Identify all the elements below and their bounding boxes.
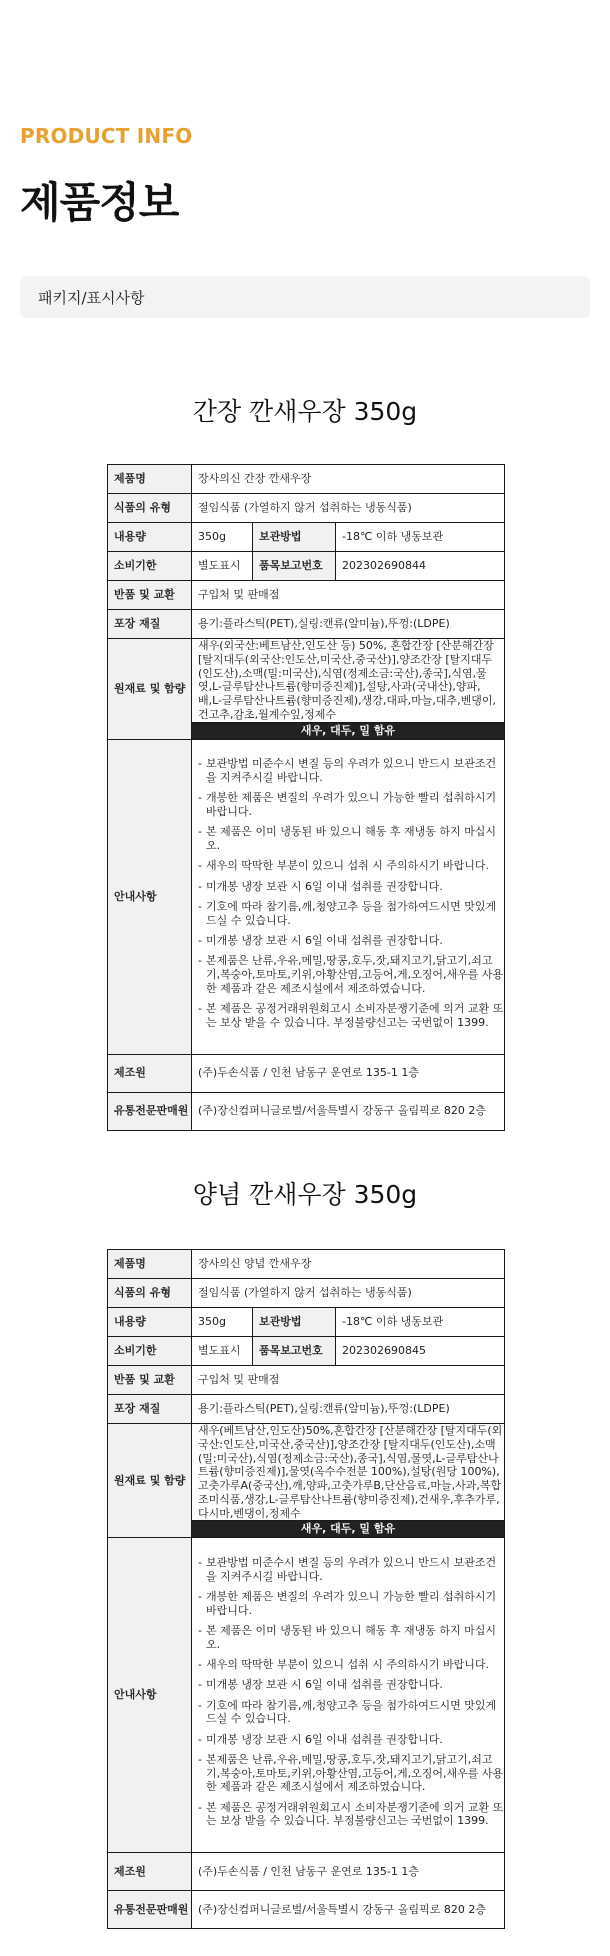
- label-name: 제품명: [108, 465, 192, 494]
- notice-item: - 개봉한 제품은 변질의 우려가 있으니 가능한 빨리 섭취하시기 바랍니다.: [198, 791, 504, 819]
- row-packaging: [108, 1395, 505, 1424]
- notice-item: - 미개봉 냉장 보관 시 6일 이내 섭취를 권장합니다.: [198, 934, 504, 948]
- notice-item: - 새우의 딱딱한 부분이 있으니 섭취 시 주의하시기 바랍니다.: [198, 1658, 504, 1672]
- label-expiry: 소비기한: [108, 1337, 192, 1366]
- notice-item: - 본 제품은 공정거래위원회고시 소비자분쟁기준에 의거 교환 또는 보상 받을 수 있습니다. 부정불량신고는 국번없이 1399.: [198, 1801, 504, 1829]
- value-returns: 구입처 및 판매점: [192, 581, 505, 610]
- row-distributor: [108, 1891, 505, 1929]
- row-manufacturer: [108, 1853, 505, 1891]
- label-report-no: 품목보고번호: [253, 552, 336, 581]
- notice-item: - 기호에 따라 참기름,깨,청양고추 등을 첨가하여드시면 맛있게 드실 수 있습니다.: [198, 900, 504, 928]
- value-name: 장사의신 간장 깐새우장: [192, 465, 505, 494]
- row-name: [108, 1250, 505, 1279]
- value-type: 절임식품 (가열하지 않거 섭취하는 냉동식품): [192, 1279, 505, 1308]
- notice-list: [192, 739, 505, 1054]
- label-expiry: 소비기한: [108, 552, 192, 581]
- label-distributor: 유통전문판매원: [108, 1891, 192, 1929]
- notice-item: - 본제품은 난류,우유,메밀,땅콩,호두,잣,돼지고기,닭고기,쇠고기,복숭아,토마토,키위,아황산염,고등어,게,오징어,새우를 사용한 제품과 같은 제조시설에서 제조하였습니다.: [198, 1753, 504, 1794]
- notice-item: - 기호에 따라 참기름,깨,청양고추 등을 첨가하여드시면 맛있게 드실 수 있습니다.: [198, 1699, 504, 1727]
- label-report-no: 품목보고번호: [253, 1337, 336, 1366]
- row-returns: [108, 1366, 505, 1395]
- notice-item: - 본 제품은 이미 냉동된 바 있으니 해동 후 재냉동 하지 마십시오.: [198, 1624, 504, 1652]
- label-returns: 반품 및 교환: [108, 581, 192, 610]
- row-ingredients: [108, 639, 505, 723]
- row-volume: [108, 1308, 505, 1337]
- notice-item: - 개봉한 제품은 변질의 우려가 있으니 가능한 빨리 섭취하시기 바랍니다.: [198, 1590, 504, 1618]
- row-notice: [108, 739, 505, 1054]
- row-packaging: [108, 610, 505, 639]
- value-expiry: 별도표시: [192, 552, 253, 581]
- label-manufacturer: 제조원: [108, 1853, 192, 1891]
- value-ingredients: 새우(외국산:베트남산,인도산 등) 50%, 혼합간장 [산분해간장 [탈지대두(외국산:인도산,미국산,중국산)],양조간장 [탈지대두(인도산),소맥(밀:미국산),식염(정제소금:국산),종국],식염,물엿,L-글루탐산나트륨(향미증진제)],설탕,사과(국내산),양파,배,L-글루탐산나트륨(향미증진제),생강,대파,마늘,대추,벤댕이,건고추,감초,월계수잎,정제수: [192, 639, 505, 723]
- value-name: 장사의신 양념 깐새우장: [192, 1250, 505, 1279]
- spec-table: [107, 1249, 505, 1929]
- label-returns: 반품 및 교환: [108, 1366, 192, 1395]
- label-notice: 안내사항: [108, 1538, 192, 1853]
- label-packaging: 포장 재질: [108, 610, 192, 639]
- page-title: 제품정보: [20, 178, 179, 227]
- label-volume: 내용량: [108, 1308, 192, 1337]
- row-returns: [108, 581, 505, 610]
- row-name: [108, 465, 505, 494]
- notice-item: - 보관방법 미준수시 변질 등의 우려가 있으니 반드시 보관조건을 지켜주시길 바랍니다.: [198, 757, 504, 785]
- allergen-banner: 새우, 대두, 밀 함유: [192, 722, 505, 739]
- value-distributor: (주)장신컴퍼니글로벌/서울특별시 강동구 올림픽로 820 2층: [192, 1092, 505, 1130]
- label-storage: 보관방법: [253, 523, 336, 552]
- notice-item: - 미개봉 냉장 보관 시 6일 이내 섭취를 권장합니다.: [198, 1733, 504, 1747]
- label-notice: 안내사항: [108, 739, 192, 1054]
- row-type: [108, 1279, 505, 1308]
- row-notice: [108, 1538, 505, 1853]
- row-ingredients: [108, 1424, 505, 1521]
- row-expiry: [108, 1337, 505, 1366]
- value-storage: -18℃ 이하 냉동보관: [336, 523, 505, 552]
- label-volume: 내용량: [108, 523, 192, 552]
- row-expiry: [108, 552, 505, 581]
- notice-list: [192, 1538, 505, 1853]
- label-type: 식품의 유형: [108, 494, 192, 523]
- label-type: 식품의 유형: [108, 1279, 192, 1308]
- label-ingredients: 원재료 및 함량: [108, 1424, 192, 1538]
- notice-item: - 본 제품은 이미 냉동된 바 있으니 해동 후 재냉동 하지 마십시오.: [198, 825, 504, 853]
- spec-table: [107, 464, 505, 1131]
- value-storage: -18℃ 이하 냉동보관: [336, 1308, 505, 1337]
- value-manufacturer: (주)두손식품 / 인천 남동구 운연로 135-1 1층: [192, 1853, 505, 1891]
- allergen-banner: 새우, 대두, 밀 함유: [192, 1521, 505, 1538]
- value-expiry: 별도표시: [192, 1337, 253, 1366]
- label-storage: 보관방법: [253, 1308, 336, 1337]
- label-distributor: 유통전문판매원: [108, 1092, 192, 1130]
- value-type: 절임식품 (가열하지 않거 섭취하는 냉동식품): [192, 494, 505, 523]
- notice-item: - 미개봉 냉장 보관 시 6일 이내 섭취를 권장합니다.: [198, 1678, 504, 1692]
- value-returns: 구입처 및 판매점: [192, 1366, 505, 1395]
- notice-item: - 본 제품은 공정거래위원회고시 소비자분쟁기준에 의거 교환 또는 보상 받을 수 있습니다. 부정불량신고는 국번없이 1399.: [198, 1002, 504, 1030]
- row-volume: [108, 523, 505, 552]
- row-distributor: [108, 1092, 505, 1130]
- notice-item: - 새우의 딱딱한 부분이 있으니 섭취 시 주의하시기 바랍니다.: [198, 859, 504, 873]
- notice-item: - 본제품은 난류,우유,메밀,땅콩,호두,잣,돼지고기,닭고기,쇠고기,복숭아,토마토,키위,아황산염,고등어,게,오징어,새우를 사용한 제품과 같은 제조시설에서 제조하였습니다.: [198, 954, 504, 995]
- product-title: 간장 깐새우장 350g: [192, 397, 418, 426]
- value-volume: 350g: [192, 1308, 253, 1337]
- product-title: 양념 깐새우장 350g: [192, 1180, 418, 1209]
- label-packaging: 포장 재질: [108, 1395, 192, 1424]
- row-manufacturer: [108, 1054, 505, 1092]
- value-manufacturer: (주)두손식품 / 인천 남동구 운연로 135-1 1층: [192, 1054, 505, 1092]
- value-report-no: 202302690844: [336, 552, 505, 581]
- label-manufacturer: 제조원: [108, 1054, 192, 1092]
- value-distributor: (주)장신컴퍼니글로벌/서울특별시 강동구 올림픽로 820 2층: [192, 1891, 505, 1929]
- value-ingredients: 새우(베트남산,인도산)50%,혼합간장 [산분해간장 [탈지대두(외국산:인도산,미국산,중국산)],양조간장 [탈지대두(인도산),소맥(밀:미국산),식염(정제소금:국산),종국],식염,물엿,L-글루탐산나트륨(향미증진제)],물엿(옥수수전분 100%),설탕(원당 100%),고춧가루A(중국산),깨,양파,고춧가루B,단산음료,마늘,사과,복합조미식품,생강,L-글루탐산나트륨(향미증진제),건새우,후추가루,다시마,벤댕이,정제수: [192, 1424, 505, 1521]
- row-type: [108, 494, 505, 523]
- notice-item: - 보관방법 미준수시 변질 등의 우려가 있으니 반드시 보관조건을 지켜주시길 바랍니다.: [198, 1556, 504, 1584]
- section-bar-label: 패키지/표시사항: [38, 289, 145, 307]
- value-volume: 350g: [192, 523, 253, 552]
- value-packaging: 용기:플라스틱(PET),실링:캔류(알미늄),뚜껑:(LDPE): [192, 610, 505, 639]
- section-bar: [20, 276, 590, 318]
- notice-item: - 미개봉 냉장 보관 시 6일 이내 섭취를 권장합니다.: [198, 880, 504, 894]
- label-ingredients: 원재료 및 함량: [108, 639, 192, 740]
- label-name: 제품명: [108, 1250, 192, 1279]
- value-report-no: 202302690845: [336, 1337, 505, 1366]
- eyebrow-label: PRODUCT INFO: [20, 124, 193, 148]
- value-packaging: 용기:플라스틱(PET),실링:캔류(알미늄),뚜껑:(LDPE): [192, 1395, 505, 1424]
